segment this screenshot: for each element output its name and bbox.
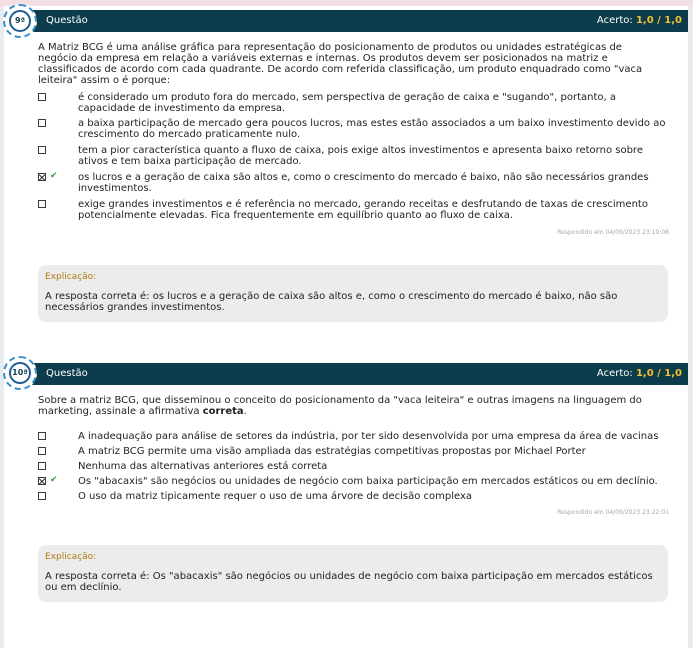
right-scroll-area <box>688 6 693 648</box>
option-text: Os "abacaxis" são negócios ou unidades de negócio com baixa participação em mercados estáticos ou em declínio. <box>78 476 658 487</box>
left-border <box>0 6 4 648</box>
score-value: 1,0 / 1,0 <box>635 368 682 379</box>
option-text: os lucros e a geração de caixa são altos e, como o crescimento do mercado é baixo, não são necessários grandes investimentos. <box>78 172 649 194</box>
option-checkbox[interactable] <box>38 432 46 440</box>
answered-timestamp: Respondido em 04/09/2023 23:22:01 <box>557 509 669 516</box>
option-checkbox[interactable] <box>38 119 46 127</box>
option-text: Nenhuma das alternativas anteriores está correta <box>78 461 328 472</box>
option-text: é considerado um produto fora do mercado, sem perspectiva de geração de caixa e "sugando", portanto, a capacidade de investimento da empresa. <box>78 92 616 114</box>
option-checkbox[interactable] <box>38 200 46 208</box>
option-checkbox[interactable] <box>38 462 46 470</box>
question-9-stem: A Matriz BCG é uma análise gráfica para representação do posicionamento de produtos ou unidades estratégicas de negócio da empresa em relação a variáveis externas e internas. Os produtos devem ser posicionados na matriz e classificados de acordo com cada quadrante. De acordo com referida classificação, um produto enquadrado como "vaca leiteira" assim o é porque: <box>38 42 643 86</box>
answered-timestamp: Respondido em 04/09/2023 23:19:08 <box>557 229 669 236</box>
option-text: A inadequação para análise de setores da indústria, por ter sido desenvolvida por uma empresa da área de vacinas <box>78 431 659 442</box>
score <box>597 15 682 26</box>
question-10-stem <box>38 395 663 417</box>
question-9-header <box>16 10 688 32</box>
option-checkbox[interactable] <box>38 447 46 455</box>
option-text: O uso da matriz tipicamente requer o uso de uma árvore de decisão complexa <box>78 491 473 502</box>
question-number: 10ª <box>9 362 31 384</box>
option-checkbox[interactable] <box>38 492 46 500</box>
explanation-box <box>38 265 668 322</box>
stem-bold: correta <box>202 406 244 417</box>
explanation-box <box>38 545 668 602</box>
score <box>597 368 682 379</box>
correct-check-icon: ✔ <box>50 171 58 181</box>
option-text: tem a pior característica quanto a fluxo de caixa, pois exige altos investimentos e apresenta baixo retorno sobre ativos e tem baixa participação de mercado. <box>78 145 643 167</box>
correct-check-icon: ✔ <box>50 475 58 485</box>
explanation-text: A resposta correta é: Os "abacaxis" são negócios ou unidades de negócio com baixa participação em mercados estáticos ou em declínio. <box>45 571 653 593</box>
question-10-header <box>16 363 688 385</box>
option-checkbox[interactable] <box>38 146 46 154</box>
score-value: 1,0 / 1,0 <box>635 15 682 26</box>
question-number-badge <box>3 356 37 390</box>
option-text: a baixa participação de mercado gera poucos lucros, mas estes estão associados a um baixo investimento devido ao crescimento do mercado praticamente nulo. <box>78 118 666 140</box>
option-checkbox-checked[interactable] <box>38 477 46 485</box>
explanation-title: Explicação: <box>45 552 97 562</box>
question-label: Questão <box>46 368 88 379</box>
option-text: exige grandes investimentos e é referência no mercado, gerando receitas e desfrutando de taxas de crescimento potencialmente elevadas. Fica frequentemente em equilíbrio quanto ao fluxo de caixa. <box>78 199 648 221</box>
score-label: Acerto: <box>596 15 633 26</box>
top-border <box>0 0 693 6</box>
option-checkbox-checked[interactable] <box>38 173 46 181</box>
question-number-badge <box>3 4 37 38</box>
stem-suffix: . <box>243 406 247 417</box>
option-checkbox[interactable] <box>38 93 46 101</box>
score-label: Acerto: <box>596 368 633 379</box>
explanation-title: Explicação: <box>45 272 97 282</box>
option-text: A matriz BCG permite uma visão ampliada das estratégias competitivas propostas por Michael Porter <box>78 446 586 457</box>
explanation-text: A resposta correta é: os lucros e a geração de caixa são altos e, como o crescimento do mercado é baixo, não são necessários grandes investimentos. <box>45 291 618 313</box>
stem-prefix: Sobre a matriz BCG, que disseminou o conceito do posicionamento da "vaca leiteira" e outras imagens na linguagem do marketing, assinale a afirmativa <box>38 395 642 417</box>
question-number: 9ª <box>9 10 31 32</box>
question-label: Questão <box>46 15 88 26</box>
